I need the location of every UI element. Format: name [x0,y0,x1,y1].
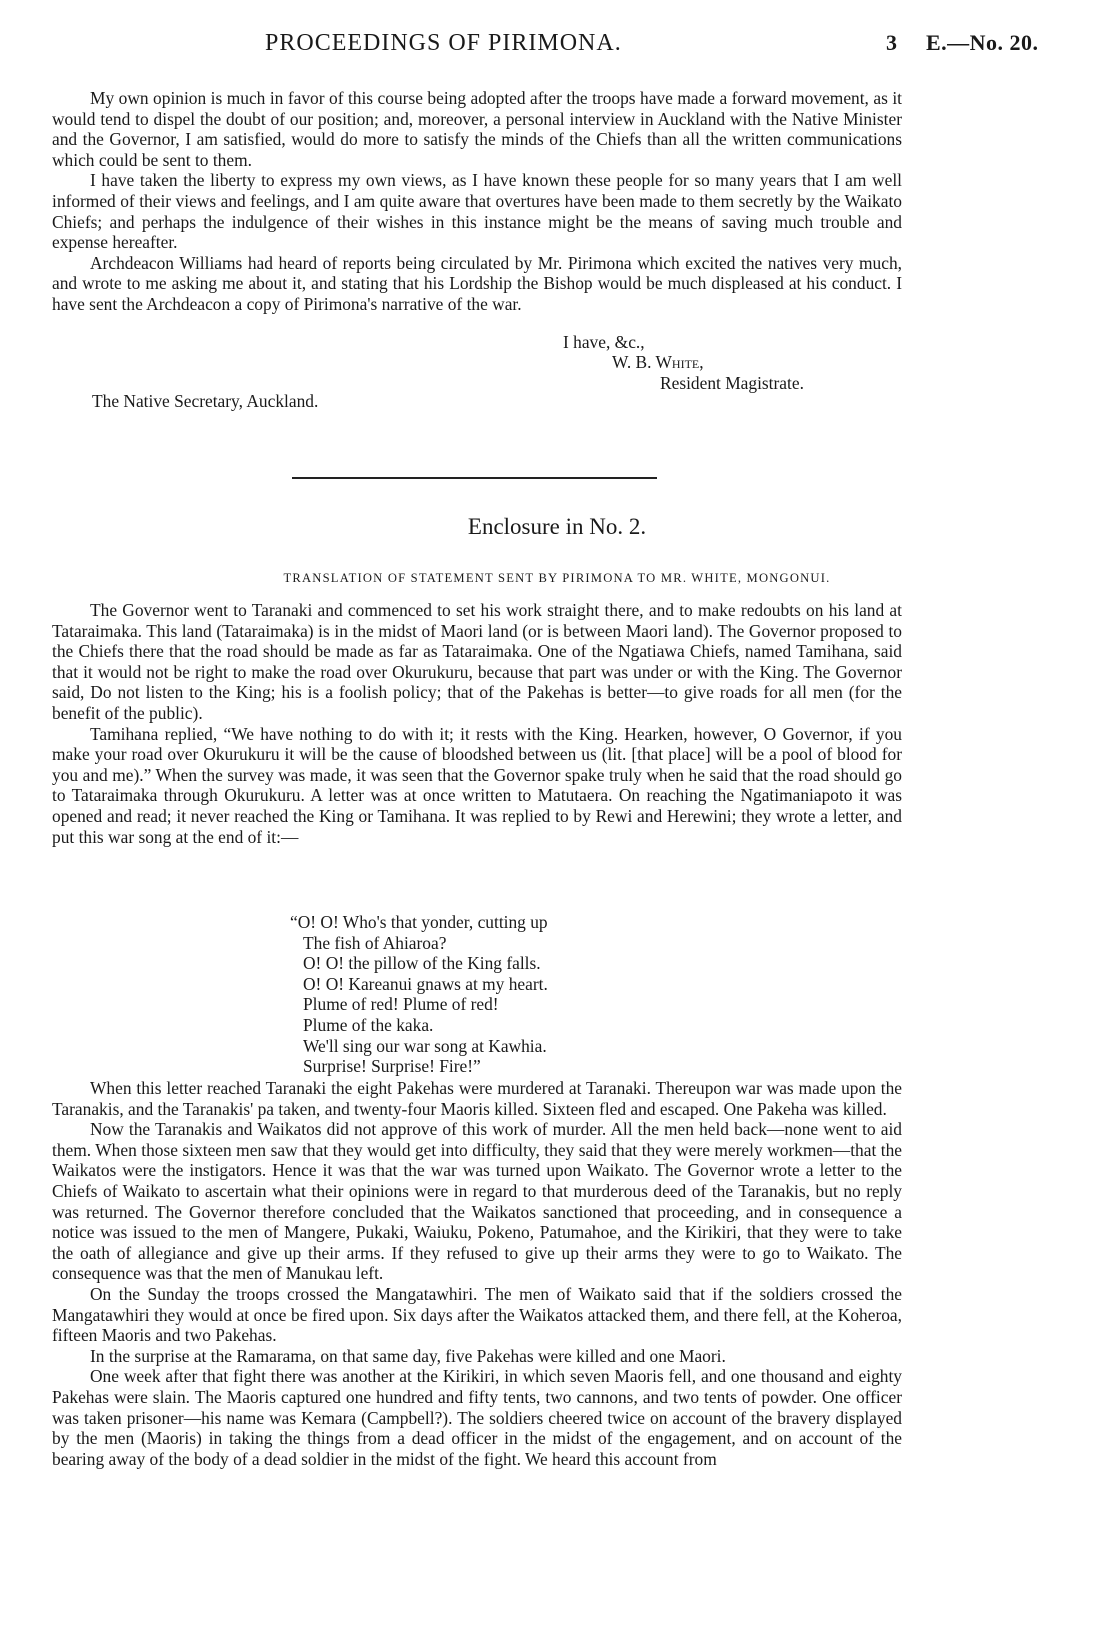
enclosure-paragraph: One week after that fight there was another at the Kirikiri, in which seven Maoris fell, and one thousand and eighty Pakehas were slain. The Maoris captured one hundred and fifty tents, two cannons, and two tents of powder. One officer was taken prisoner—his name was Kemara (Campbell?). The soldiers cheered twice on account of the bravery displayed by the men (Maoris) in taking the things from a dead officer in the midst of the engagement, and on account of the bearing away of the body of a dead soldier in the midst of the fight. We heard this account from [52,1366,902,1469]
poem-line: “O! O! Who's that yonder, cutting up [290,912,548,932]
enclosure-body-before-poem [52,600,902,847]
letter-body [52,88,902,315]
signatory-title: Resident Magistrate. [660,373,804,393]
poem-line: Plume of red! Plume of red! [303,994,499,1015]
poem-line: We'll sing our war song at Kawhia. [303,1035,547,1056]
poem-line: Plume of the kaka. [303,1014,434,1035]
paper-reference: E.—No. 20. [926,30,1039,55]
running-header [0,30,1114,64]
letter-closing: I have, &c., [563,332,645,352]
enclosure-heading: Enclosure in No. 2. [467,514,647,539]
enclosure-paragraph: In the surprise at the Ramarama, on that same day, five Pakehas were killed and one Maori. [90,1345,726,1366]
enclosure-paragraph: When this letter reached Taranaki the eight Pakehas were murdered at Taranaki. Thereupon war was made upon the Taranakis, and the Taranakis' pa taken, and twenty-four Maoris killed. Sixteen fled and escaped. One Pakeha was killed. [52,1078,902,1119]
poem-line: O! O! Kareanui gnaws at my heart. [303,973,548,994]
poem-line: Surprise! Surprise! Fire!” [303,1056,481,1077]
signatory-name: W. B. White, [612,352,704,372]
enclosure-subtitle: TRANSLATION OF STATEMENT SENT BY PIRIMONA TO MR. WHITE, MONGONUI. [283,571,831,585]
poem-line: O! O! the pillow of the King falls. [303,953,541,974]
letter-paragraph: I have taken the liberty to express my own views, as I have known these people for so many years that I am well informed of their views and feelings, and I am quite aware that overtures have been made to them secretly by the Waikato Chiefs; and perhaps the indulgence of their wishes in this instance might be the means of saving much trouble and expense hereafter. [52,170,902,253]
enclosure-paragraph: Now the Taranakis and Waikatos did not approve of this work of murder. All the men held back—none went to aid them. When those sixteen men saw that they would get into difficulty, they said that they were merely workmen—that the Waikatos were the instigators. Hence it was that the war was turned upon Waikato. The Governor wrote a letter to the Chiefs of Waikato to ascertain what their opinions were in regard to that murderous deed of the Taranakis, but no reply was returned. The Governor therefore concluded that the Waikatos sanctioned that proceeding, and in consequence a notice was issued to the men of Mangere, Pukaki, Waiuku, Pokeno, Patumahoe, and the Kirikiri, that they were to take the oath of allegiance and give up their arms. If they refused to give up their arms they were to go to Waikato. The consequence was that the men of Manukau left. [52,1119,902,1284]
letter-paragraph: Archdeacon Williams had heard of reports being circulated by Mr. Pirimona which excited the natives very much, and wrote to me asking me about it, and stating that his Lordship the Bishop would be much displeased at his conduct. I have sent the Archdeacon a copy of Pirimona's narrative of the war. [52,252,902,314]
letter-addressee: The Native Secretary, Auckland. [92,391,319,411]
header-title: PROCEEDINGS OF PIRIMONA. [265,30,622,56]
war-song [290,912,548,1077]
enclosure-paragraph: Tamihana replied, “We have nothing to do with it; it rests with the King. Hearken, however, O Governor, if you make your road over Okurukuru it will be the cause of bloodshed between us (lit. [that place] will be a pool of blood for you and me).” When the survey was made, it was seen that the Governor spake truly when he said that the road should go to Tataraimaka through Okurukuru. A letter was at once written to Matutaera. On reaching the Ngatimaniapoto it was opened and read; it never reached the King or Tamihana. It was replied to by Rewi and Herewini; they wrote a letter, and put this war song at the end of it:— [52,723,902,847]
section-divider [292,477,657,479]
page-number: 3 [886,30,897,55]
letter-paragraph: My own opinion is much in favor of this course being adopted after the troops have made a forward movement, as it would tend to dispel the doubt of our position; and, moreover, a personal interview in Auckland with the Native Minister and the Governor, I am satisfied, would do more to satisfy the minds of the Chiefs than all the written communications which could be sent to them. [52,88,902,170]
poem-line: The fish of Ahiaroa? [303,932,447,953]
enclosure-paragraph: The Governor went to Taranaki and commenced to set his work straight there, and to make redoubts on his land at Tataraimaka. This land (Tataraimaka) is in the midst of Maori land (or is between Maori land). The Governor proposed to the Chiefs there that the road should be made as far as Tataraimaka. One of the Ngatiawa Chiefs, named Tamihana, said that it would not be right to make the road over Okurukuru, because that part was under or with the King. The Governor said, Do not listen to the King; his is a foolish policy; that of the Pakehas is better—to give roads for all men (for the benefit of the public). [52,600,902,723]
enclosure-body-after-poem [52,1078,902,1469]
enclosure-paragraph: On the Sunday the troops crossed the Mangatawhiri. The men of Waikato said that if the soldiers crossed the Mangatawhiri they would at once be fired upon. Six days after the Waikatos attacked them, and there fell, at the Koheroa, fifteen Maoris and two Pakehas. [52,1283,902,1346]
